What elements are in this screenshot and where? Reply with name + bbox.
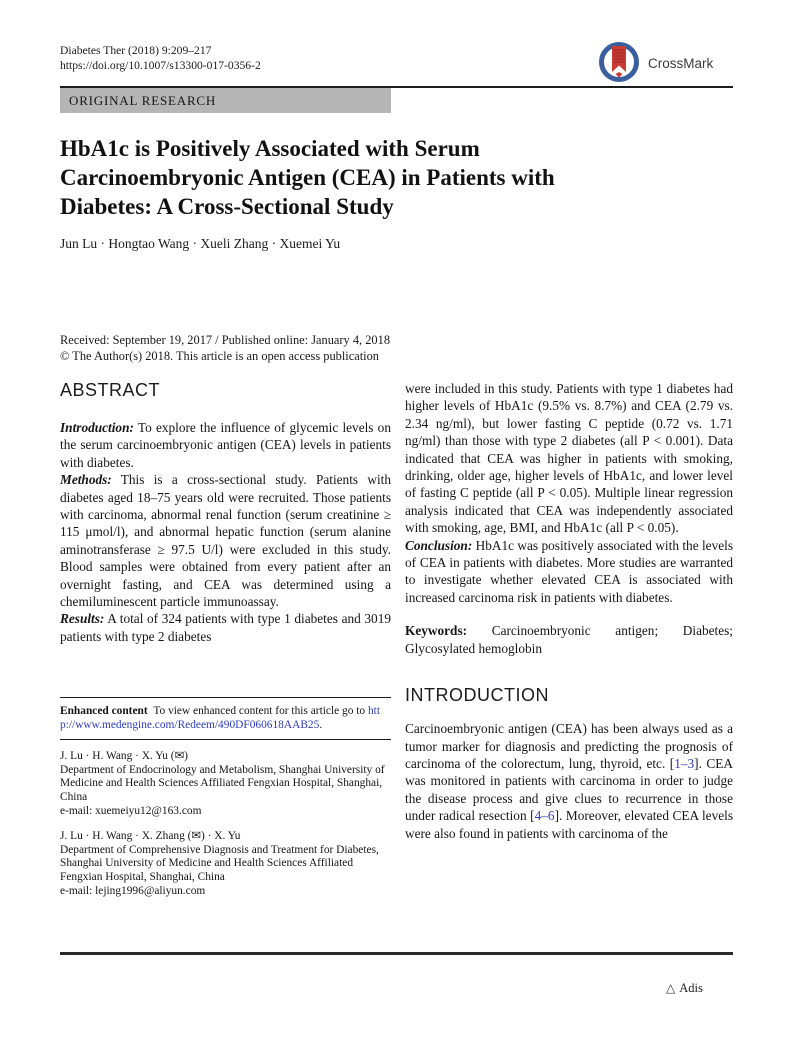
envelope-icon: ✉ bbox=[191, 830, 201, 843]
footnote-area bbox=[60, 697, 391, 898]
page-title: HbA1c is Positively Associated with Serum Carcinoembryonic Antigen (CEA) in Patients with Diabetes: A Cross-Sectional Study bbox=[60, 136, 555, 219]
abstract-results-continued: were included in this study. Patients with type 1 diabetes had higher levels of HbA1c (9.5% vs. 8.7%) and CEA (2.79 vs. 2.34 ng/ml), but lower fasting C peptide (0.72 vs. 1.71 ng/ml) than those with type 2 diabetes (all P < 0.001). Data indicated that CEA was higher in patients with smoking, drinking, older age, higher levels of HbA1c, and lower level of fasting C peptide (all P < 0.05). Multiple linear regression analysis indicated that CEA was independently associated with smoking, age, BMI, and HbA1c (all P < 0.05). bbox=[405, 381, 733, 536]
enhanced-text: To view enhanced content for this article go to bbox=[153, 705, 368, 717]
crossmark-badge[interactable] bbox=[597, 38, 713, 89]
footnote-affiliation-text: Department of Comprehensive Diagnosis and Treatment for Diabetes, Shanghai University of Medicine and Health Sciences Affiliated Fengxian Hospital, Shanghai, China bbox=[60, 843, 379, 883]
footnote-affiliation-text: Department of Endocrinology and Metabolism, Shanghai University of Medicine and Health Sciences Affiliated Fengxian Hospital, Shanghai, China bbox=[60, 763, 385, 803]
adis-brand-text: Adis bbox=[679, 981, 703, 995]
footnote-authors: J. Lu · H. Wang · X. Yu (✉) bbox=[60, 750, 188, 763]
methods-label: Methods: bbox=[60, 472, 112, 488]
footnotes bbox=[60, 750, 391, 898]
introduction-heading: INTRODUCTION bbox=[405, 685, 549, 706]
left-column bbox=[60, 380, 391, 645]
reference-link-4-6[interactable]: 4–6 bbox=[534, 808, 555, 824]
results-label: Results: bbox=[60, 611, 105, 627]
conclusion-text: HbA1c was positively associated with the levels of CEA in patients with diabetes. More studies are warranted to investigate whether elevated CEA is associated with increased carcinoma risk in patients with diabetes. bbox=[405, 537, 733, 605]
right-column bbox=[405, 380, 733, 842]
abstract-introduction bbox=[60, 419, 391, 471]
results-text: A total of 324 patients with type 1 diabetes and 3019 patients with type 2 diabetes bbox=[60, 611, 391, 644]
footnote-authors: J. Lu · H. Wang · X. Zhang (✉) · X. Yu bbox=[60, 830, 241, 843]
keywords-label: Keywords: bbox=[405, 623, 468, 639]
footer-rule bbox=[60, 952, 733, 955]
crossmark-label: CrossMark bbox=[648, 56, 714, 71]
enhanced-rule-bottom bbox=[60, 739, 391, 740]
keywords bbox=[405, 622, 733, 657]
copyright-line: © The Author(s) 2018. This article is an open access publication bbox=[60, 348, 379, 363]
section-banner bbox=[60, 88, 391, 113]
envelope-icon: ✉ bbox=[174, 750, 185, 763]
abstract-methods bbox=[60, 471, 391, 610]
adis-triangle-icon: △ bbox=[666, 981, 676, 995]
footnote-email: e-mail: xuemeiyu12@163.com bbox=[60, 804, 202, 817]
abstract-conclusion bbox=[405, 537, 733, 607]
introduction-text: To explore the influence of glycemic levels on the serum carcinoembryonic antigen (CEA) levels in patients with diabetes. bbox=[60, 420, 391, 470]
abstract-heading: ABSTRACT bbox=[60, 380, 161, 400]
conclusion-label: Conclusion: bbox=[405, 537, 473, 553]
introduction-label: Introduction: bbox=[60, 420, 134, 435]
journal-meta bbox=[60, 44, 261, 73]
section-label: ORIGINAL RESEARCH bbox=[69, 92, 217, 108]
crossmark-icon bbox=[597, 38, 641, 89]
footnote-affiliation-2 bbox=[60, 830, 391, 898]
received-line: Received: September 19, 2017 / Published online: January 4, 2018 bbox=[60, 333, 391, 347]
journal-reference: Diabetes Ther (2018) 9:209–217 bbox=[60, 44, 212, 57]
reference-link-1-3[interactable]: 1–3 bbox=[674, 755, 695, 771]
footnote-email: e-mail: lejing1996@aliyun.com bbox=[60, 884, 206, 897]
enhanced-suffix: . bbox=[319, 718, 323, 731]
footnote-affiliation-1 bbox=[60, 750, 391, 818]
author-line: Jun Lu · Hongtao Wang · Xueli Zhang · Xuemei Yu bbox=[60, 236, 341, 251]
adis-logo bbox=[666, 981, 703, 996]
introduction-paragraph: Carcinoembryonic antigen (CEA) has been always used as a tumor marker for diagnosis and predicting the prognosis of carcinoma of the colorectum, lung, thyroid, etc. [1–3]. CEA was monitored in patients with carcinoma in order to judge the disease process and give clues to recurrence in those under radical resection [4–6]. Moreover, elevated CEA levels were also found in patients with carcinoma of the bbox=[405, 721, 734, 841]
abstract-results bbox=[60, 610, 391, 645]
publication-dates bbox=[60, 333, 390, 364]
enhanced-content bbox=[60, 698, 391, 739]
doi-text: https://doi.org/10.1007/s13300-017-0356-2 bbox=[60, 58, 261, 72]
keywords-text: Carcinoembryonic antigen; Diabetes; Glycosylated hemoglobin bbox=[405, 623, 733, 656]
enhanced-label: Enhanced content bbox=[60, 705, 148, 717]
methods-text: This is a cross-sectional study. Patients with diabetes aged 18–75 years old were recruited. Those patients with carcinoma, abnormal renal function (serum creatinine ≥ 115 μmol/l), and abnormal hepatic function (serum alanine aminotransferase ≥ 97.5 U/l) were excluded in this study. Blood samples were obtained from every patient after an overnight fasting, and CEA was determined using a chemiluminescent particle immunoassay. bbox=[60, 472, 391, 610]
enhanced-link[interactable]: http://www.medengine.com/Redeem/490DF060618AAB25 bbox=[60, 705, 380, 731]
